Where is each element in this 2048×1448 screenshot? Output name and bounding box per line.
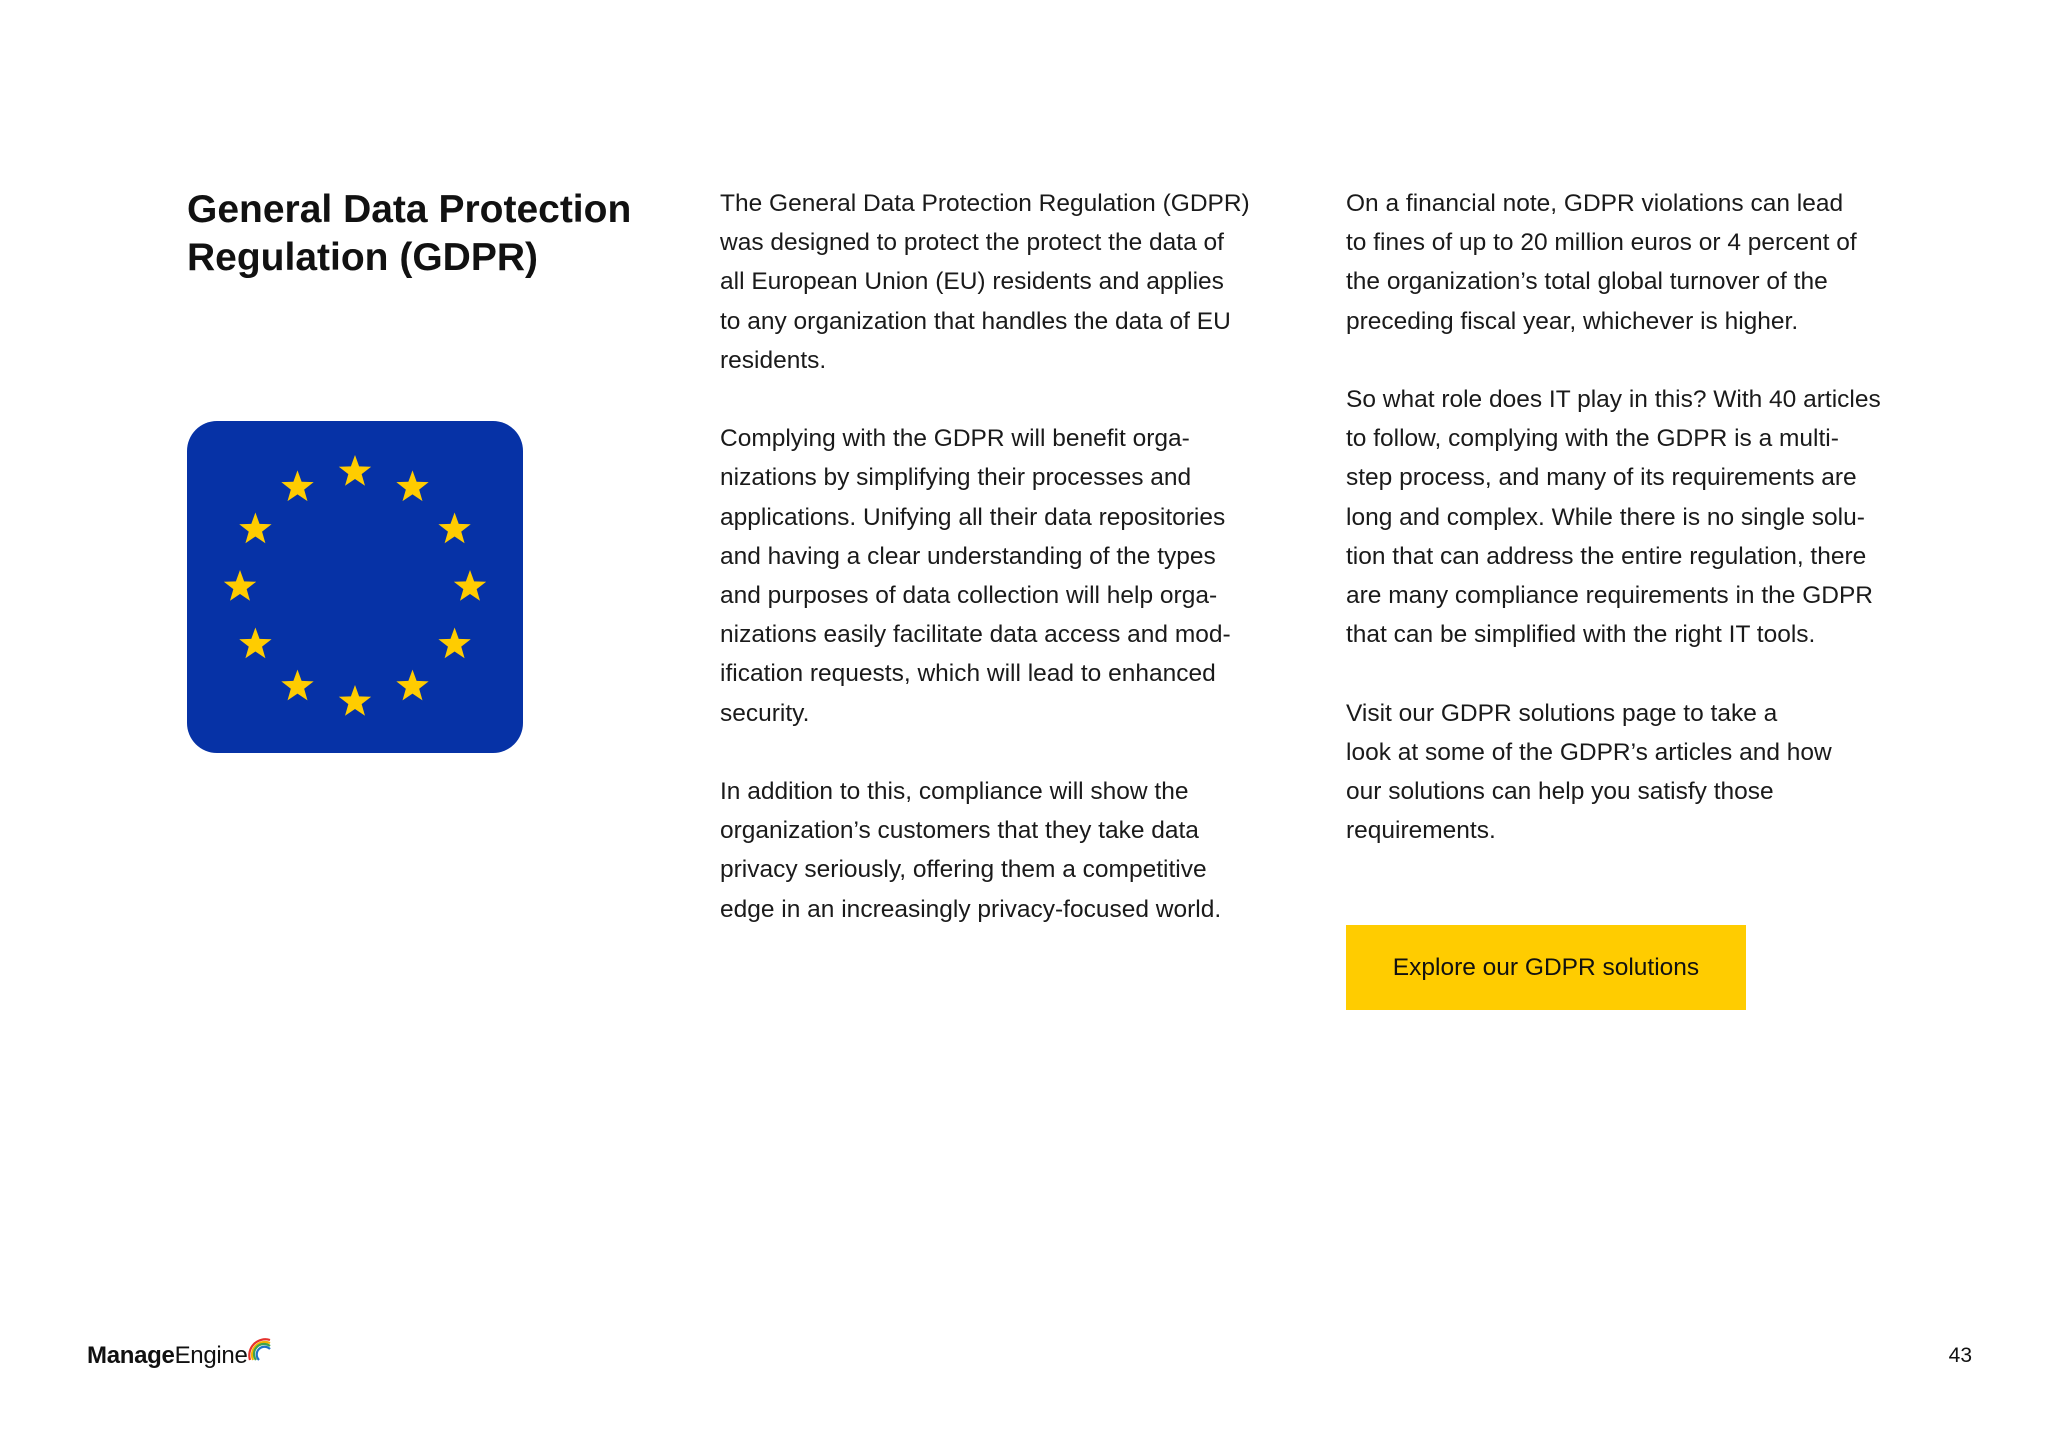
- text-line: and having a clear understanding of the types: [720, 542, 1216, 570]
- text-line: nizations by simplifying their processes and: [720, 464, 1192, 492]
- text-line: ification requests, which will lead to enhanced: [720, 660, 1216, 688]
- logo-wordmark-regular: Engine: [174, 1342, 248, 1369]
- page-title-line: Regulation (GDPR): [187, 236, 538, 279]
- text-line: to follow, complying with the GDPR is a multi-: [1346, 425, 1839, 453]
- text-line: Visit our GDPR solutions page to take a: [1346, 699, 1778, 727]
- page-title: [187, 186, 667, 282]
- right-column: [1346, 184, 1926, 890]
- text-line: was designed to protect the protect the data of: [720, 229, 1224, 257]
- text-line: are many compliance requirements in the GDPR: [1346, 582, 1873, 610]
- paragraph: [1346, 380, 1926, 654]
- text-line: The General Data Protection Regulation (GDPR): [720, 190, 1250, 217]
- text-line: look at some of the GDPR’s articles and how: [1346, 738, 1832, 766]
- page-number: 43: [1948, 1344, 1972, 1367]
- text-line: requirements.: [1346, 817, 1496, 845]
- text-line: On a financial note, GDPR violations can lead: [1346, 190, 1844, 217]
- text-line: nizations easily facilitate data access and mod-: [720, 621, 1231, 649]
- text-line: Complying with the GDPR will benefit orga-: [720, 425, 1190, 453]
- paragraph: [720, 772, 1290, 929]
- text-line: applications. Unifying all their data repositories: [720, 503, 1226, 531]
- page-title-line: General Data Protection: [187, 188, 632, 231]
- text-line: long and complex. While there is no single solu-: [1346, 503, 1865, 531]
- paragraph: [720, 184, 1290, 380]
- text-line: edge in an increasingly privacy-focused world.: [720, 895, 1222, 923]
- text-line: step process, and many of its requirements are: [1346, 464, 1857, 492]
- middle-column: [720, 184, 1290, 968]
- text-line: and purposes of data collection will help orga-: [720, 582, 1218, 610]
- text-line: our solutions can help you satisfy those: [1346, 778, 1774, 806]
- paragraph: [720, 419, 1290, 733]
- text-line: tion that can address the entire regulation, there: [1346, 542, 1867, 570]
- text-line: to fines of up to 20 million euros or 4 percent of: [1346, 229, 1857, 257]
- text-line: organization’s customers that they take data: [720, 817, 1199, 845]
- explore-gdpr-solutions-button[interactable]: Explore our GDPR solutions: [1346, 925, 1746, 1010]
- logo-wordmark: [87, 1342, 248, 1370]
- text-line: So what role does IT play in this? With 40 articles: [1346, 386, 1881, 413]
- manageengine-logo: [87, 1332, 274, 1370]
- text-line: preceding fiscal year, whichever is higher.: [1346, 307, 1799, 335]
- logo-wordmark-bold: Manage: [87, 1342, 175, 1369]
- text-line: to any organization that handles the data of EU: [720, 307, 1231, 335]
- text-line: the organization’s total global turnover of the: [1346, 268, 1828, 296]
- text-line: privacy seriously, offering them a competitive: [720, 856, 1207, 884]
- manageengine-arcs-icon: [244, 1332, 274, 1362]
- eu-flag-icon: [187, 421, 523, 753]
- paragraph: [1346, 184, 1926, 341]
- text-line: security.: [720, 699, 810, 727]
- text-line: all European Union (EU) residents and applies: [720, 268, 1224, 296]
- text-line: residents.: [720, 346, 827, 374]
- paragraph: [1346, 694, 1926, 851]
- text-line: In addition to this, compliance will show the: [720, 778, 1189, 806]
- text-line: that can be simplified with the right IT tools.: [1346, 621, 1816, 649]
